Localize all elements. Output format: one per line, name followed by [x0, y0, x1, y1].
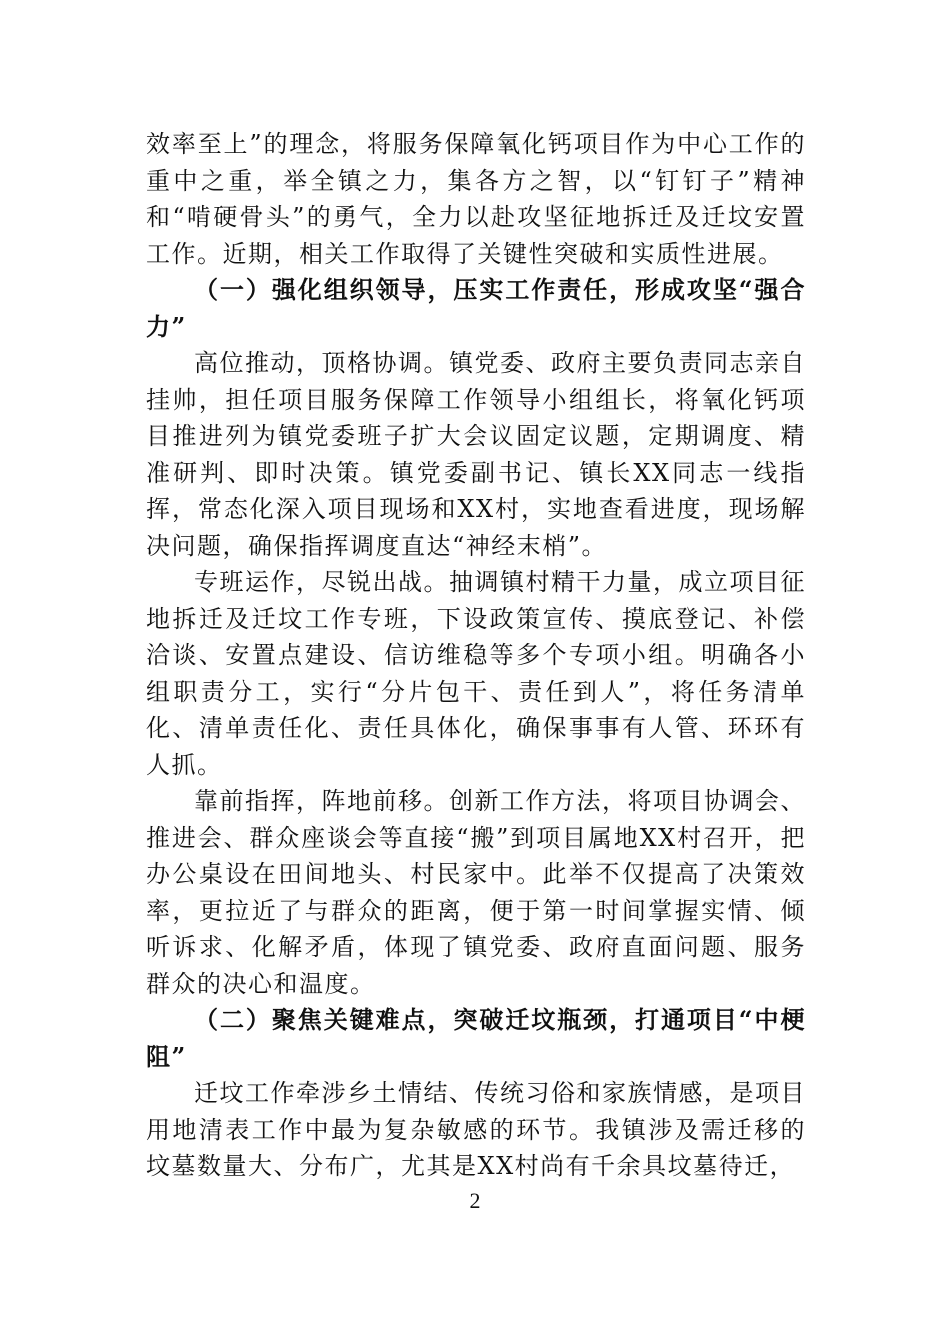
section-heading-2: （二）聚焦关键难点，突破迁坟瓶颈，打通项目“中梗阻”: [146, 1005, 806, 1071]
page-number: 2: [469, 1188, 481, 1213]
paragraph-front-command: 靠前指挥，阵地前移。创新工作方法，将项目协调会、推进会、群众座谈会等直接“搬”到项目属地XX村召开，把办公桌设在田间地头、村民家中。此举不仅提高了决策效率，更拉近了与群众的距离，便于第一时间掌握实情、倾听诉求、化解矛盾，体现了镇党委、政府直面问题、服务群众的决心和温度。: [146, 787, 806, 998]
paragraph-high-level-promotion: 高位推动，顶格协调。镇党委、政府主要负责同志亲自挂帅，担任项目服务保障工作领导小组组长，将氧化钙项目推进列为镇党委班子扩大会议固定议题，定期调度、精准研判、即时决策。镇党委副书记、镇长XX同志一线指挥，常态化深入项目现场和XX村，实地查看进度，现场解决问题，确保指挥调度直达“神经末梢”。: [146, 349, 806, 560]
document-body: [146, 126, 806, 1185]
paragraph-special-team: 专班运作，尽锐出战。抽调镇村精干力量，成立项目征地拆迁及迁坟工作专班，下设政策宣传、摸底登记、补偿洽谈、安置点建设、信访维稳等多个专项小组。明确各小组职责分工，实行“分片包干、责任到人”，将任务清单化、清单责任化、责任具体化，确保事事有人管、环环有人抓。: [146, 568, 806, 779]
paragraph-continued: 效率至上”的理念，将服务保障氧化钙项目作为中心工作的重中之重，举全镇之力，集各方之智，以“钉钉子”精神和“啃硬骨头”的勇气，全力以赴攻坚征地拆迁及迁坟安置工作。近期，相关工作取得了关键性突破和实质性进展。: [146, 130, 806, 268]
paragraph-grave-relocation: 迁坟工作牵涉乡土情结、传统习俗和家族情感，是项目用地清表工作中最为复杂敏感的环节。我镇涉及需迁移的坟墓数量大、分布广，尤其是XX村尚有千余具坟墓待迁，: [146, 1079, 806, 1180]
section-heading-1: （一）强化组织领导，压实工作责任，形成攻坚“强合力”: [146, 275, 806, 341]
